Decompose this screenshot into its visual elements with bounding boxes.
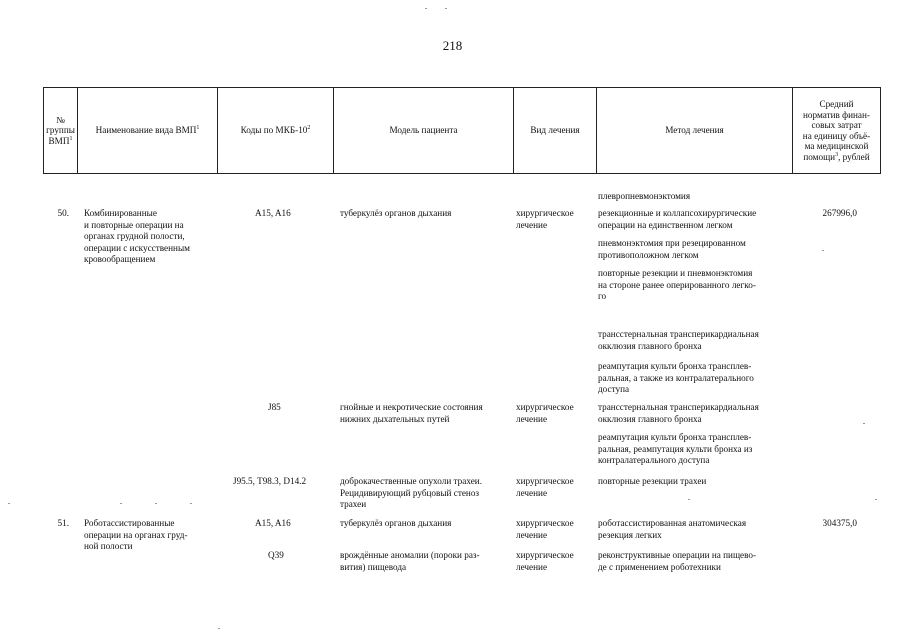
method-line: реампутация культи бронха трансплев-: [598, 361, 752, 371]
row-j95-model: [340, 476, 482, 511]
row-50-codes: A15, A16: [255, 208, 291, 218]
header-type-text: Вид лечения: [530, 124, 580, 135]
method-line: окклюзия главного бронха: [598, 340, 702, 351]
row-j85-codes: J85: [268, 402, 281, 412]
row-51-type: [516, 518, 574, 541]
name-line: Роботассистированные: [84, 518, 175, 528]
name-line: и повторные операции на: [84, 219, 184, 230]
scan-speck: [688, 499, 690, 500]
header-codes-sup: 2: [307, 124, 311, 131]
row-51-number: 51.: [57, 518, 69, 528]
header-cost-line5: ма медицинской: [804, 141, 869, 151]
type-line: хирургическое: [516, 550, 574, 560]
header-cost-sup: 3: [835, 151, 839, 158]
header-group-line1: №: [56, 114, 65, 125]
scan-speck: [120, 503, 122, 504]
header-cost-line2: норматив финан-: [803, 109, 870, 120]
method-line: повторные резекции и пневмонэктомия: [598, 268, 753, 278]
header-cost-line1: Средний: [819, 99, 854, 109]
model-line: нижних дыхательных путей: [340, 413, 450, 424]
header-group-line3: ВМП: [48, 135, 70, 146]
model-line: гнойные и некротические состояния: [340, 402, 483, 412]
row-51-method-1: [598, 518, 746, 541]
page-number: 218: [442, 38, 463, 53]
scan-speck: [8, 503, 10, 504]
type-line: лечение: [516, 487, 548, 498]
name-line: ной полости: [84, 541, 133, 552]
row-51-codes: A15, A16: [255, 518, 291, 528]
header-codes: [217, 88, 333, 173]
method-line: трансстернальная трансперикардиальная: [598, 329, 759, 339]
header-method-text: Метод лечения: [665, 124, 724, 135]
row-51-cost: 304375,0: [822, 518, 857, 528]
table-header: [43, 87, 881, 174]
method-line: контралатерального доступа: [598, 455, 710, 466]
header-cost-line3: совых затрат: [811, 120, 862, 130]
model-line: вития) пищевода: [340, 561, 407, 572]
scan-speck: [822, 250, 824, 251]
row-50-name: [84, 208, 190, 266]
method-line: на стороне ранее оперированного легко-: [598, 279, 756, 290]
row-50-number: 50.: [57, 208, 69, 218]
name-line: операции с искусственным: [84, 242, 190, 253]
model-line: доброкачественные опухоли трахеи.: [340, 476, 483, 486]
header-name-sup: 1: [196, 124, 200, 131]
row-51-model: туберкулёз органов дыхания: [340, 518, 452, 528]
row-50-type: [516, 208, 574, 231]
scan-speck: [190, 503, 192, 504]
type-line: хирургическое: [516, 518, 574, 528]
method-line: реампутация культи бронха трансплев-: [598, 432, 752, 442]
method-line: роботассистированная анатомическая: [598, 518, 747, 528]
row-q39-codes: Q39: [268, 550, 284, 560]
row-50-method-1: [598, 208, 756, 231]
header-name-text: Наименование вида ВМП: [95, 124, 197, 135]
method-line: окклюзия главного бронха: [598, 413, 702, 424]
type-line: лечение: [516, 219, 548, 230]
method-line: плевропневмонэктомия: [598, 191, 691, 201]
header-method: [596, 88, 792, 173]
header-cost-line6-tail: , рублей: [838, 151, 870, 162]
type-line: хирургическое: [516, 476, 574, 486]
header-model-text: Модель пациента: [389, 124, 458, 135]
header-group-number: [43, 88, 77, 173]
type-line: лечение: [516, 529, 548, 540]
method-line: противоположном легком: [598, 249, 699, 260]
method-line: повторные резекции трахеи: [598, 476, 707, 486]
name-line: Комбинированные: [84, 208, 157, 218]
method-line: операции на единственном легком: [598, 219, 733, 230]
header-type: [513, 88, 596, 173]
row-50-method-2: [598, 238, 746, 261]
row-j95-method-1: [598, 476, 706, 488]
header-codes-text: Коды по МКБ-10: [240, 124, 308, 135]
row-50-method-4: [598, 329, 759, 352]
name-line: кровообращением: [84, 254, 156, 265]
scan-speck: [445, 8, 447, 9]
name-line: операции на органах груд-: [84, 529, 188, 540]
row-j85-model: [340, 402, 483, 425]
row-q39-type: [516, 550, 574, 573]
row-j95-codes: J95.5, T98.3, D14.2: [233, 476, 307, 486]
row-51-name: [84, 518, 188, 553]
header-group-sup: 1: [69, 135, 73, 142]
type-line: хирургическое: [516, 402, 574, 412]
model-line: врождённые аномалии (пороки раз-: [340, 550, 480, 560]
method-line: трансстернальная трансперикардиальная: [598, 402, 759, 412]
name-line: органах грудной полости,: [84, 231, 185, 242]
model-line: трахеи: [340, 499, 367, 510]
model-line: Рецидивирующий рубцовый стеноз: [340, 487, 480, 498]
row-q39-method-1: [598, 550, 756, 573]
method-line: доступа: [598, 384, 630, 395]
header-cost-line4: на единицу объё-: [802, 130, 871, 141]
row-j85-method-1: [598, 402, 759, 425]
row-50-method-3: [598, 268, 756, 303]
header-cost-line6: помощи: [803, 151, 836, 162]
row-j85-method-2: [598, 432, 752, 467]
header-cost: [792, 88, 881, 173]
scan-speck: [425, 8, 427, 9]
method-line: резекция легких: [598, 529, 662, 540]
row-j85-type: [516, 402, 574, 425]
method-line: пневмонэктомия при резецированном: [598, 238, 746, 248]
method-line: ральная, реампутация культи бронха из: [598, 443, 753, 454]
row-50-model: туберкулёз органов дыхания: [340, 208, 452, 218]
row-50-cost: 267996,0: [822, 208, 857, 218]
header-group-line2: группы: [46, 125, 75, 136]
row-q39-model: [340, 550, 480, 573]
method-continuation: [598, 191, 690, 203]
method-line: го: [598, 291, 607, 302]
method-line: ральная, а также из контралатерального: [598, 372, 754, 383]
method-line: резекционные и коллапсохирургические: [598, 208, 757, 218]
scan-speck: [155, 503, 157, 504]
type-line: лечение: [516, 413, 548, 424]
row-j95-type: [516, 476, 574, 499]
method-line: де с применением роботехники: [598, 561, 721, 572]
scan-speck: [218, 628, 220, 629]
scan-speck: [863, 423, 865, 424]
header-name: [77, 88, 217, 173]
row-50-method-5: [598, 361, 754, 396]
method-line: реконструктивные операции на пищево-: [598, 550, 757, 560]
header-model: [333, 88, 513, 173]
type-line: хирургическое: [516, 208, 574, 218]
type-line: лечение: [516, 561, 548, 572]
scan-speck: [875, 499, 877, 500]
